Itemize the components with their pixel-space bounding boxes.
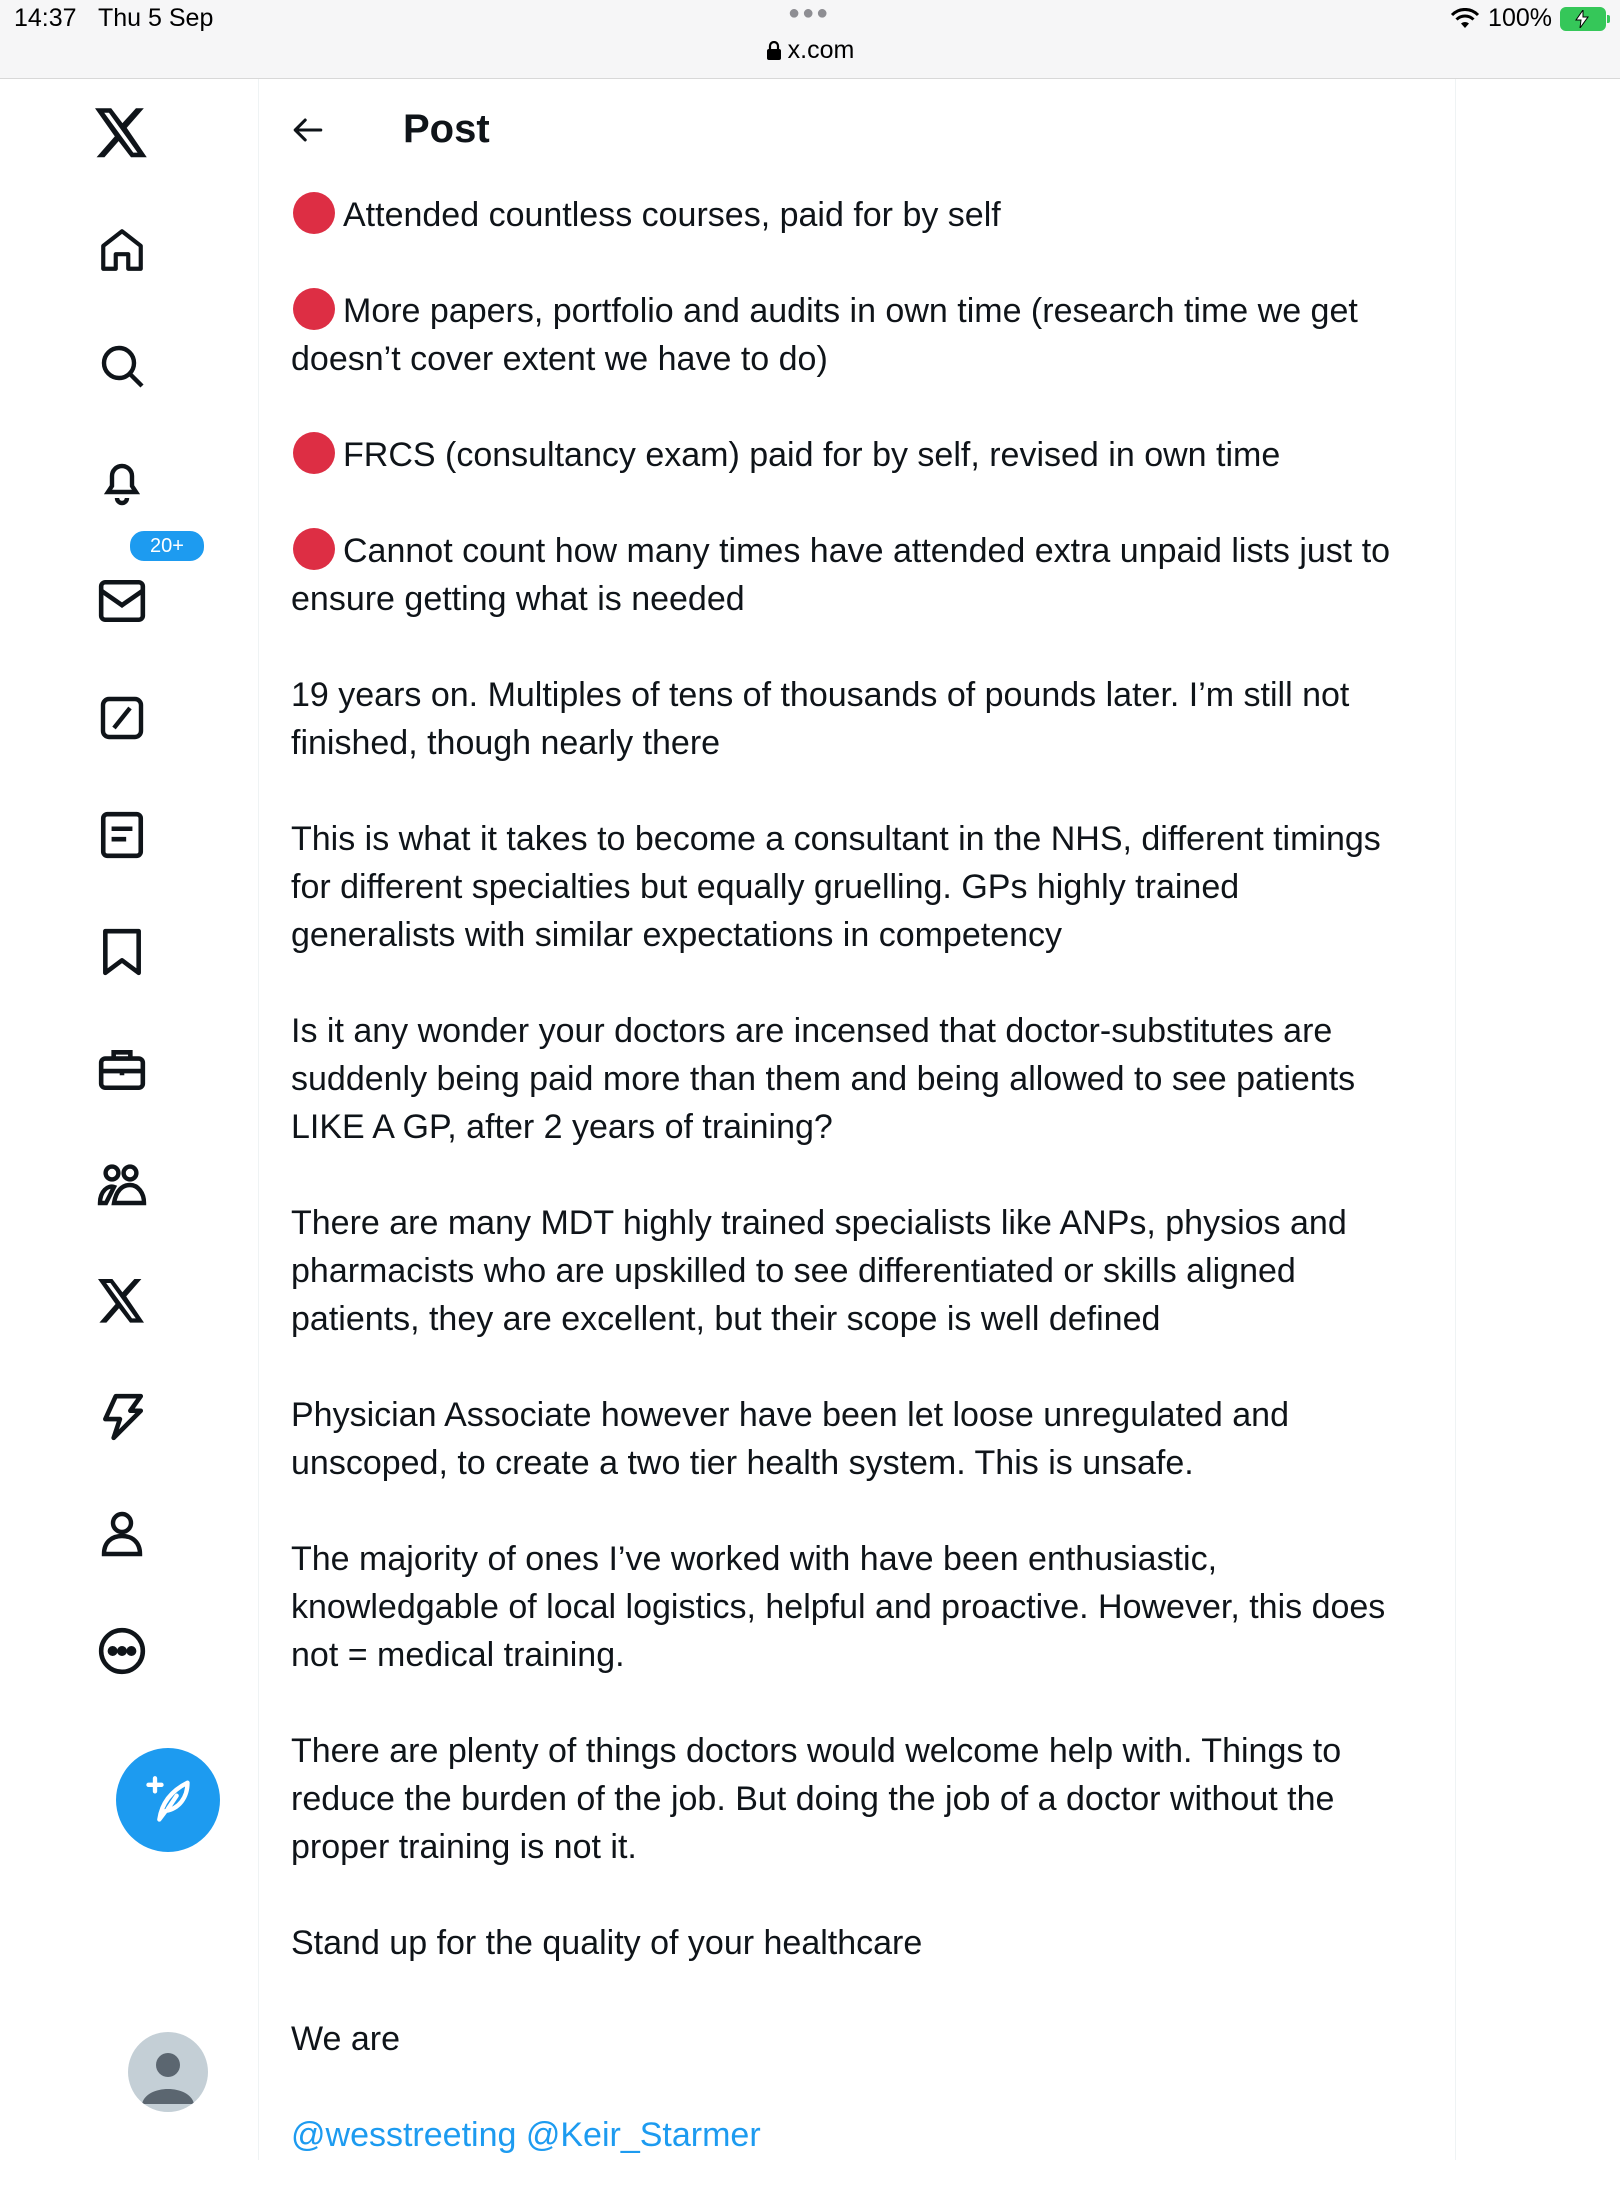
more-icon[interactable] [74, 1603, 170, 1699]
post-paragraph: There are plenty of things doctors would welcome help with. Things to reduce the burden of the job. But doing the job of a doctor without the proper training is not it. [291, 1732, 1351, 1866]
wifi-icon [1450, 8, 1480, 30]
post-paragraph: There are many MDT highly trained specialists like ANPs, physios and pharmacists who are upskilled to see differentiated or skills aligned patients, they are excellent, but their scope is well defined [291, 1204, 1357, 1338]
post-paragraph: Is it any wonder your doctors are incensed that doctor-substitutes are suddenly being paid more than them and being allowed to see patients LIKE A GP, after 2 years of training? [291, 1012, 1365, 1146]
jobs-icon[interactable] [74, 1021, 170, 1117]
post-paragraph: This is what it takes to become a consultant in the NHS, different timings for different specialties but equally gruelling. GPs highly trained generalists with similar expectations in competency [291, 820, 1391, 954]
communities-icon[interactable] [74, 1137, 170, 1233]
mail-icon[interactable] [74, 553, 170, 649]
status-bar [0, 0, 1620, 79]
status-time: 14:37 [14, 4, 77, 32]
red-circle-icon [293, 288, 335, 330]
post-paragraph: Physician Associate however have been let loose unregulated and unscoped, to create a two tier health system. This is unsafe. [291, 1396, 1299, 1482]
red-circle-icon [293, 432, 335, 474]
post-paragraph: We are [291, 2020, 400, 2058]
profile-icon[interactable] [74, 1486, 170, 1582]
post-paragraph: The majority of ones I’ve worked with have been enthusiastic, knowledgable of local logistics, helpful and proactive. However, this does not = medical training. [291, 1540, 1395, 1674]
bullet-item: FRCS (consultancy exam) paid for by self, revised in own time [291, 431, 1411, 479]
battery-percent: 100% [1488, 4, 1552, 32]
back-button[interactable] [291, 113, 325, 152]
bell-icon[interactable] [74, 434, 170, 530]
post-text [291, 191, 1411, 2207]
post-paragraph: Stand up for the quality of your healthcare [291, 1924, 923, 1962]
bullet-item: Attended countless courses, paid for by self [291, 191, 1411, 239]
avatar[interactable] [128, 2032, 208, 2112]
post-paragraph: 19 years on. Multiples of tens of thousands of pounds later. I’m still not finished, though nearly there [291, 676, 1359, 762]
mentions-line [291, 2111, 1411, 2159]
mention-link[interactable]: @Keir_Starmer [525, 2116, 761, 2154]
bullet-item: More papers, portfolio and audits in own time (research time we get doesn’t cover extent we have to do) [291, 287, 1411, 383]
page-title: Post [403, 107, 490, 151]
battery-charging-icon [1560, 7, 1606, 31]
home-icon[interactable] [74, 202, 170, 298]
mention-link[interactable]: @wesstreeting [291, 2116, 517, 2154]
premium-x-icon[interactable] [74, 1253, 170, 1349]
url-text: x.com [787, 36, 855, 64]
main-column [259, 79, 1456, 2160]
lists-icon[interactable] [74, 787, 170, 883]
red-circle-icon [293, 192, 335, 234]
address-bar[interactable] [0, 36, 1620, 65]
status-date: Thu 5 Sep [98, 4, 214, 32]
x-logo-icon[interactable] [74, 85, 170, 181]
multitask-dots-icon[interactable]: ●●● [788, 2, 831, 24]
bookmark-icon[interactable] [74, 904, 170, 1000]
search-icon[interactable] [74, 318, 170, 414]
red-circle-icon [293, 528, 335, 570]
compose-post-icon [142, 1774, 194, 1826]
bullet-item: Cannot count how many times have attended extra unpaid lists just to ensure getting what is needed [291, 527, 1411, 623]
arrow-left-icon [291, 113, 325, 147]
notifications-badge: 20+ [128, 529, 206, 563]
lock-icon [766, 41, 782, 61]
post-header [259, 79, 1455, 183]
sidebar-nav [0, 79, 259, 2160]
compose-post-button[interactable] [116, 1748, 220, 1852]
grok-icon[interactable] [74, 670, 170, 766]
verified-orgs-icon[interactable] [74, 1369, 170, 1465]
status-right [1450, 4, 1606, 33]
